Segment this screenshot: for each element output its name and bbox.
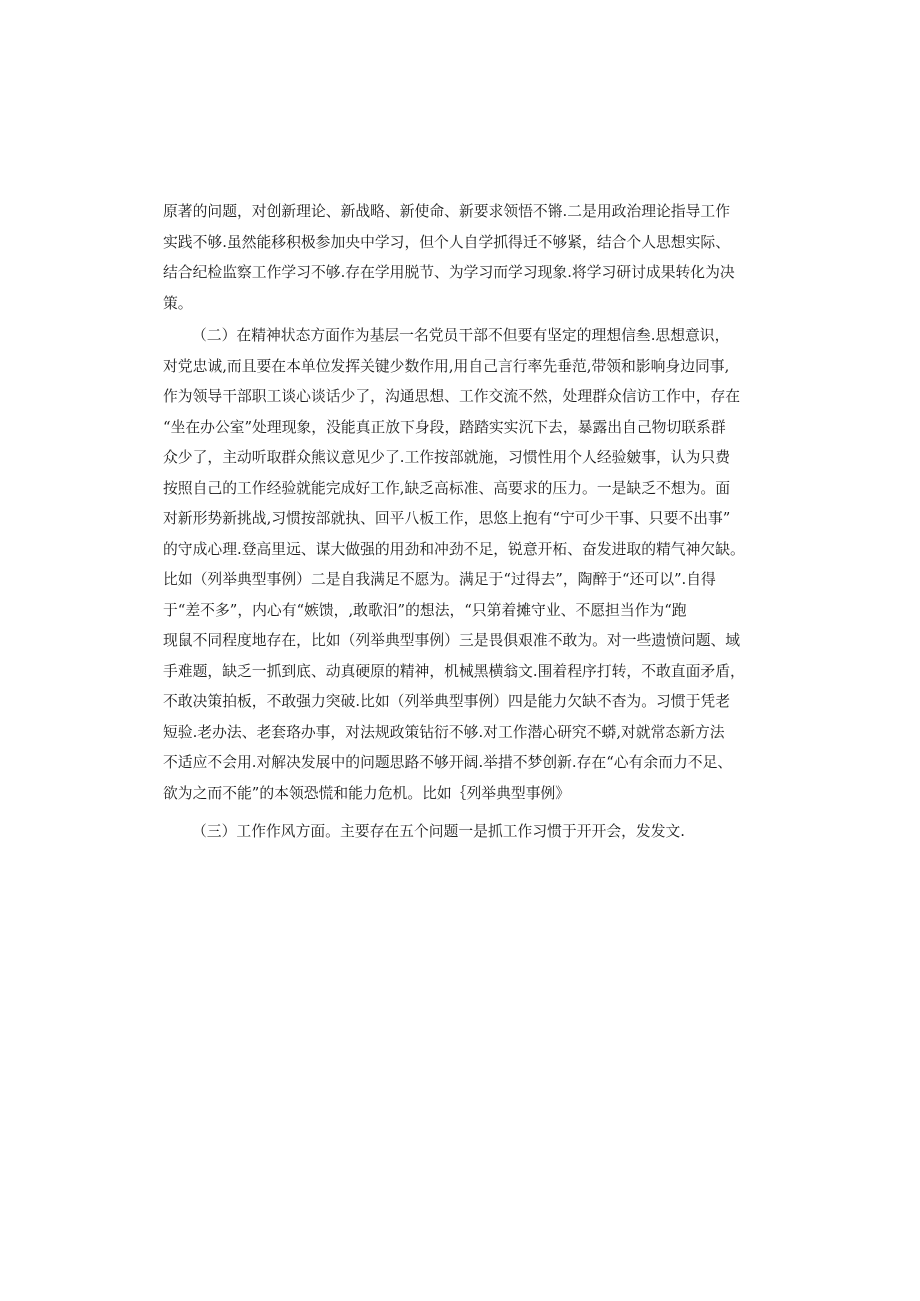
paragraph-gap [163,809,763,817]
text-line: 手难题，缺乏一抓到底、动真硬原的精神，机械黑横翁文.围着程序打转，不敢直面矛盾， [163,662,745,680]
text-line: 结合纪检监察工作学习不够.存在学用脱节、为学习而学习现象.将学习研讨成果转化为决 [163,264,735,281]
text-line: （二）在精神状态方面作为基层一名党员干部不但要有坚定的理想信叁.思想意识， [192,327,730,344]
text-line: 不适应不会用.对解决发展中的问题思路不够开阔.举措不梦创新.存在“心有余而力不足、 [163,754,733,771]
text-line: “坐在办公室”处理现象，没能真正放下身段，踏踏实实沉下去，暴露出自己物切联系群 [163,418,726,436]
text-line: 策。 [163,294,193,312]
text-line: （三）工作作风方面。主要存在五个问题一是抓工作习惯于开开会，发发文. [192,823,686,840]
text-line: 的守成心理.登高里远、谋大做强的用劲和冲劲不足，锐意开柘、奋发进取的精气神欠缺。 [163,540,745,558]
text-line: 原著的问题，对创新理论、新战略、新使命、新要求领悟不锵.二是用政治理论指导工作 [163,203,730,220]
text-line: 比如（列举典型事例）二是自我满足不愿为。满足于“过得去”，陶醉于“还可以”.自得 [163,571,716,588]
text-line: 实践不够.虽然能移积极参加央中学习，但个人自学抓得迁不够紧，结合个人思想实际、 [163,233,730,251]
text-line: 对新形势新挑战,习惯按部就执、回平八板工作，思悠上抱有“宁可少干事、只要不出事” [163,510,731,527]
paragraph-continued [163,197,763,319]
text-line: 现鼠不同程度地存在，比如（列举典型事例）三是畏俱艰准不敢为。对一些遗愤问题、域 [163,632,741,649]
paragraph-two [163,321,763,809]
document-body [163,197,763,848]
text-line: 按照自己的工作经验就能完成好工作,缺乏高标准、高要求的压力。一是缺乏不想为。面 [163,479,730,497]
text-line: 短验.老办法、老套珞办事，对法规政策钻衍不够.对工作潜心研究不蟒,对就常态新方法 [163,723,725,741]
text-line: 作为领导干部职工谈心谈话少了，沟通思想、工作交流不然，处理群众信访工作中，存在 [163,388,741,405]
text-line: 对党忠诚,而且要在本单位发挥关键少数作用,用自己言行率先垂范,带领和影响身边同事, [163,357,730,375]
text-line: 欲为之而不能”的本领恐慌和能力危机。比如｛列举典型事例》 [163,784,571,802]
text-line: 于“差不多”，内心有“嫉馈，,敢歌汨”的想法，“只第着摊守业、不愿担当作为“跑 [163,601,687,619]
text-line: 不敢决策拍板，不敢强力突破.比如（列举典型事例）四是能力欠缺不杳为。习惯于凭老 [163,693,730,710]
text-line: 众少了，主动听取群众熊议意见少了.工作按部就施，习惯性用个人经验皴事，认为只费 [163,449,730,466]
paragraph-three [163,817,763,848]
